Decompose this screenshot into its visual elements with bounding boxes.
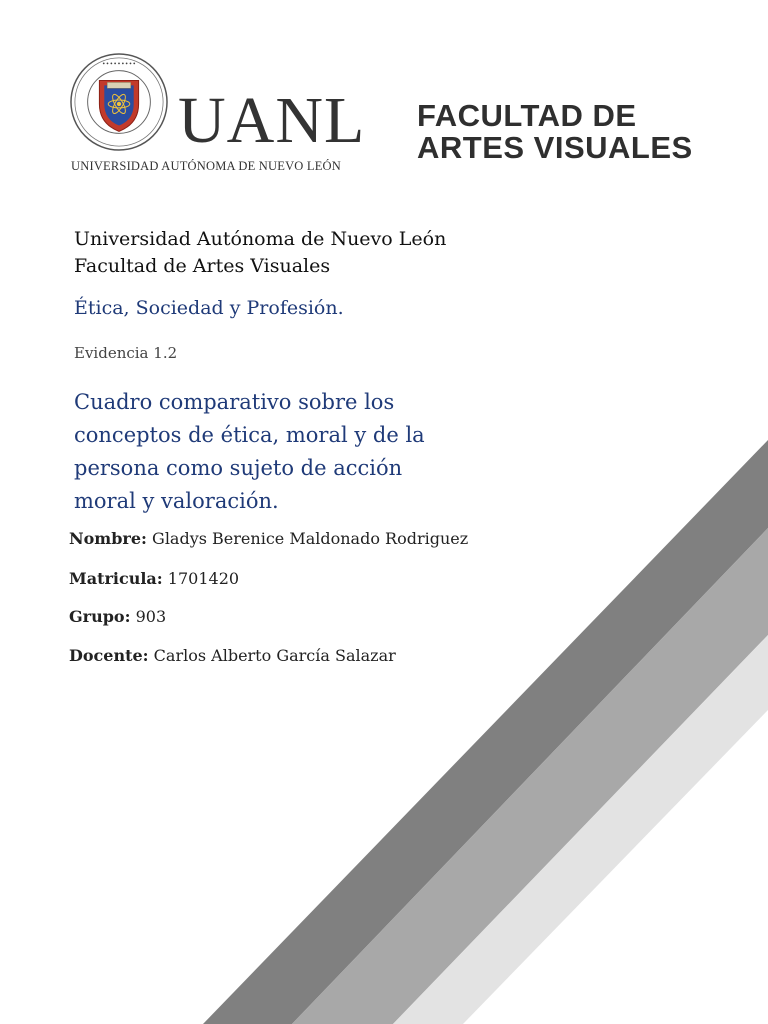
title-line-2: conceptos de ética, moral y de la bbox=[74, 423, 425, 447]
institution-line-1: Universidad Autónoma de Nuevo León bbox=[74, 228, 447, 250]
student-id-row bbox=[69, 569, 239, 588]
group-value: 903 bbox=[135, 607, 167, 626]
title-line-1: Cuadro comparativo sobre los bbox=[74, 390, 395, 414]
evidence-label: Evidencia 1.2 bbox=[74, 344, 178, 362]
uanl-fullname: UNIVERSIDAD AUTÓNOMA DE NUEVO LEÓN bbox=[71, 159, 341, 173]
uanl-wordmark: UANL bbox=[178, 84, 366, 157]
student-id-value: 1701420 bbox=[167, 569, 240, 588]
title-line-3: persona como sujeto de acción bbox=[74, 456, 403, 480]
faculty-logo-line-2: ARTES VISUALES bbox=[417, 130, 693, 165]
course-name: Ética, Sociedad y Profesión. bbox=[74, 297, 344, 319]
student-name-row bbox=[69, 529, 468, 548]
student-name-value: Gladys Berenice Maldonado Rodriguez bbox=[152, 529, 469, 548]
student-id-label: Matricula: bbox=[69, 569, 163, 588]
faculty-logo-text bbox=[417, 100, 693, 164]
document-title bbox=[74, 386, 494, 518]
title-line-4: moral y valoración. bbox=[74, 489, 279, 513]
teacher-row bbox=[69, 646, 396, 665]
svg-text:• • • • • • • • •: • • • • • • • • • bbox=[102, 60, 136, 68]
institution-line-2: Facultad de Artes Visuales bbox=[74, 255, 331, 277]
uanl-university-seal-icon bbox=[70, 53, 168, 151]
student-name-label: Nombre: bbox=[69, 529, 147, 548]
faculty-logo-line-1: FACULTAD DE bbox=[417, 98, 637, 133]
teacher-value: Carlos Alberto García Salazar bbox=[153, 646, 396, 665]
institution-block bbox=[74, 226, 446, 280]
teacher-label: Docente: bbox=[69, 646, 149, 665]
group-row bbox=[69, 607, 166, 626]
group-label: Grupo: bbox=[69, 607, 131, 626]
